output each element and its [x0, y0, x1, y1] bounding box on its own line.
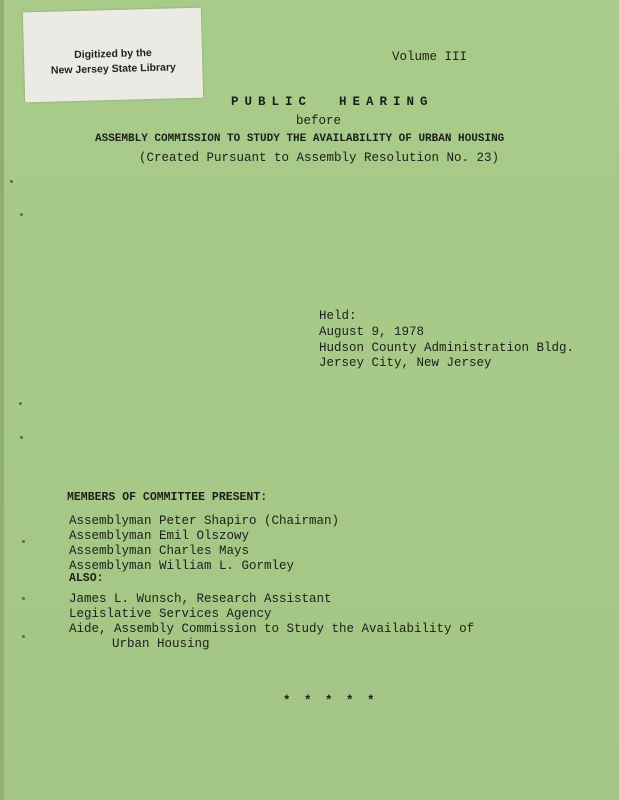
paper-speck [22, 635, 25, 638]
hearing-date: August 9, 1978 [319, 325, 425, 339]
staff-line: Aide, Assembly Commission to Study the Availability of [69, 622, 475, 636]
paper-speck [20, 436, 23, 439]
section-divider-stars: * * * * * [283, 694, 378, 708]
paper-speck [22, 597, 25, 600]
hearing-title: PUBLIC HEARING [231, 95, 434, 109]
member-item: Assemblyman Charles Mays [69, 544, 250, 558]
paper-speck [22, 540, 25, 543]
held-label: Held: [319, 309, 357, 323]
paper-speck [10, 180, 13, 183]
sticker-line-1: Digitized by the [74, 46, 152, 62]
page-edge [0, 0, 4, 800]
paper-speck [20, 213, 23, 216]
staff-line: Urban Housing [112, 637, 210, 651]
sticker-line-2: New Jersey State Library [50, 61, 176, 77]
volume-label: Volume III [392, 50, 468, 64]
member-item: Assemblyman Peter Shapiro (Chairman) [69, 514, 340, 528]
staff-line: Legislative Services Agency [69, 607, 272, 621]
library-sticker [23, 8, 203, 103]
members-heading: MEMBERS OF COMMITTEE PRESENT: [67, 491, 268, 504]
resolution-note: (Created Pursuant to Assembly Resolution No. 23) [139, 151, 500, 165]
member-item: Assemblyman Emil Olszowy [69, 529, 250, 543]
member-item: Assemblyman William L. Gormley [69, 559, 295, 573]
hearing-location: Hudson County Administration Bldg. [319, 341, 575, 355]
commission-title: ASSEMBLY COMMISSION TO STUDY THE AVAILABILITY OF URBAN HOUSING [95, 133, 505, 145]
also-heading: ALSO: [69, 572, 104, 585]
staff-line: James L. Wunsch, Research Assistant [69, 592, 332, 606]
hearing-city: Jersey City, New Jersey [319, 356, 492, 370]
before-label: before [296, 114, 342, 128]
paper-speck [19, 402, 22, 405]
